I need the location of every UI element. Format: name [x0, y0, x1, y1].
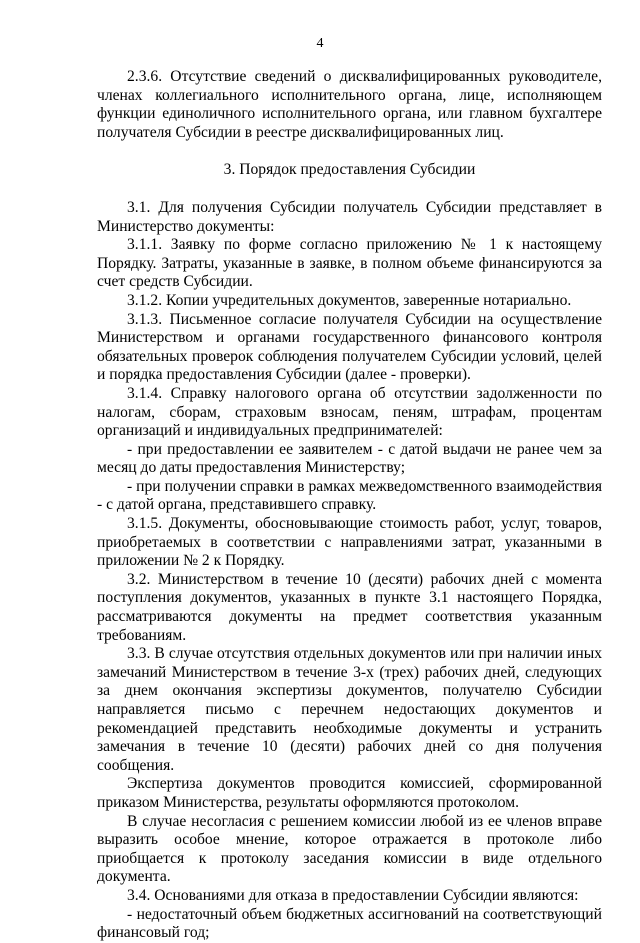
paragraph: 3.1.5. Документы, обосновывающие стоимость работ, услуг, товаров, приобретаемых в соответствии с направлениями затрат, указанными в приложении № 2 к Порядку. — [97, 515, 602, 570]
paragraph: 3.1.3. Письменное согласие получателя Субсидии на осуществление Министерством и органами государственного финансового контроля обязательных проверок соблюдения получателем Субсидии условий, целей и порядка предоставления Субсидии (далее - проверки). — [97, 310, 602, 384]
paragraph: - недостаточный объем бюджетных ассигнований на соответствующий финансовый год; — [97, 905, 602, 942]
paragraph: В случае несогласия с решением комиссии любой из ее членов вправе выразить особое мнение, которое отражается в протоколе либо приобщается к протоколу заседания комиссии в виде отдельного документа. — [97, 812, 602, 886]
paragraph: - при предоставлении ее заявителем - с датой выдачи не ранее чем за месяц до даты предоставления Министерству; — [97, 440, 602, 477]
paragraph: - при получении справки в рамках межведомственного взаимодействия - с датой органа, представившего справку. — [97, 477, 602, 514]
section-heading: 3. Порядок предоставления Субсидии — [223, 161, 476, 179]
paragraph: 3.2. Министерством в течение 10 (десяти) рабочих дней с момента поступления документов, указанных в пункте 3.1 настоящего Порядка, рассматриваются документы на предмет соответствия указанным требованиям. — [97, 570, 602, 644]
paragraph: 3.1.1. Заявку по форме согласно приложению № 1 к настоящему Порядку. Затраты, указанные в заявке, в полном объеме финансируются за счет средств Субсидии. — [97, 236, 602, 291]
paragraph: 3.1.2. Копии учредительных документов, заверенные нотариально. — [127, 291, 572, 309]
page-number: 4 — [316, 36, 324, 51]
paragraph: 3.4. Основаниями для отказа в предоставлении Субсидии являются: — [127, 886, 579, 904]
paragraph: Экспертиза документов проводится комиссией, сформированной приказом Министерства, результаты оформляются протоколом. — [97, 775, 602, 811]
paragraph: 3.3. В случае отсутствия отдельных документов или при наличии иных замечаний Министерством в течение 3-х (трех) рабочих дней, следующих за днем окончания экспертизы документов, получателю Субсидии направляется письмо с перечнем недостающих документов и рекомендацией представить необходимые документы и устранить замечания в течение 10 (десяти) рабочих дней со дня получения сообщения. — [97, 645, 602, 774]
paragraph: 3.1. Для получения Субсидии получатель Субсидии представляет в Министерство документы: — [97, 198, 602, 235]
paragraph: 3.1.4. Справку налогового органа об отсутствии задолженности по налогам, сборам, страховым взносам, пеням, штрафам, процентам организаций и индивидуальных предпринимателей: — [97, 384, 602, 440]
paragraph: 2.3.6. Отсутствие сведений о дисквалифицированных руководителе, членах коллегиального исполнительного органа, лице, исполняющем функции единоличного исполнительного органа, или главном бухгалтере получателя Субсидии в реестре дисквалифицированных лиц. — [97, 68, 602, 141]
document-body — [97, 68, 602, 943]
